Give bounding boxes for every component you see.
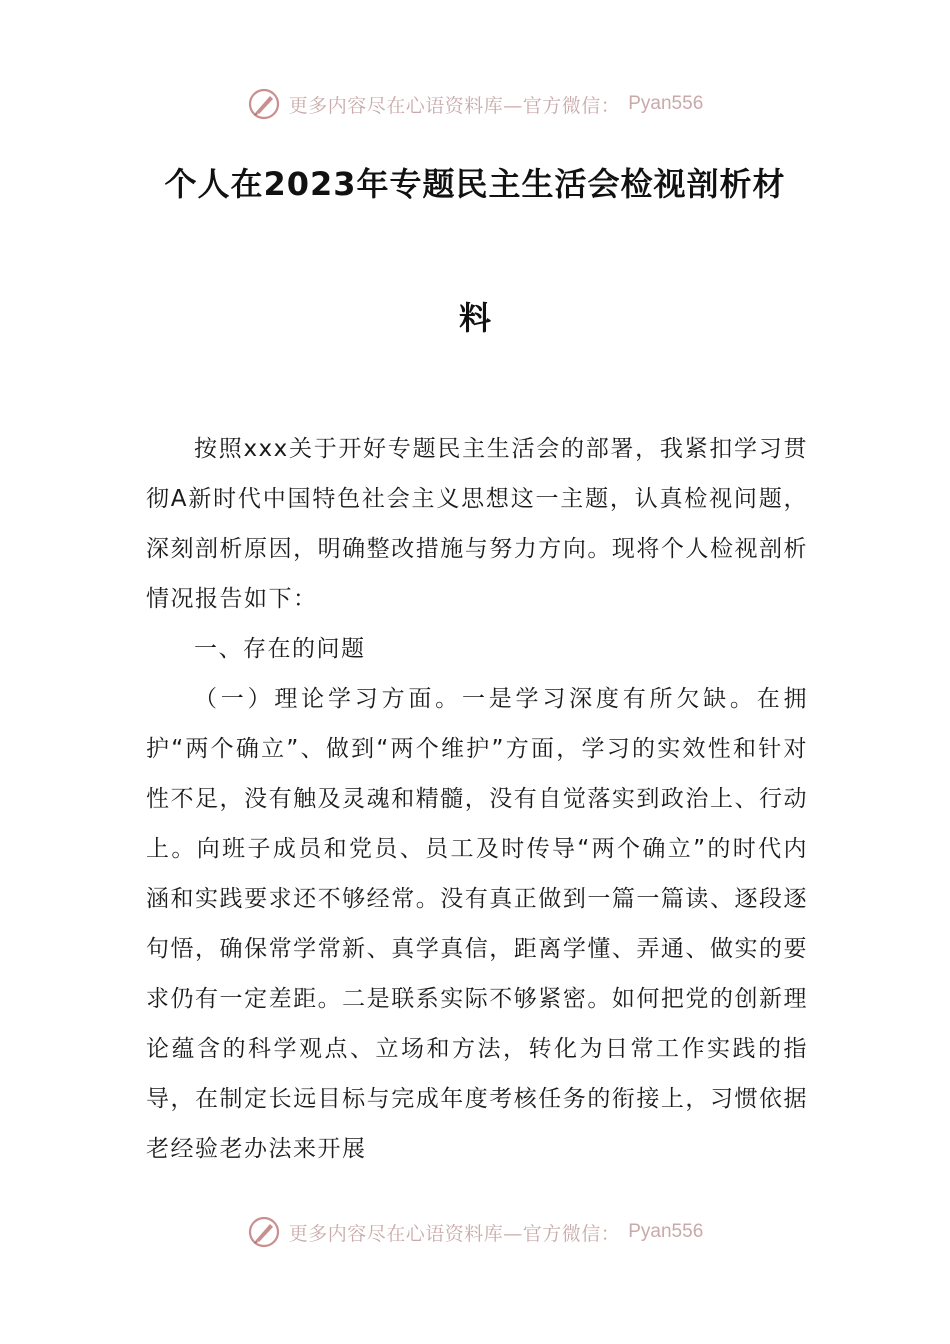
watermark-footer bbox=[0, 1212, 950, 1252]
document-title-line2: 料 bbox=[458, 299, 491, 337]
watermark-text: 更多内容尽在心语资料库—官方微信： bbox=[288, 94, 621, 117]
document-body bbox=[146, 424, 808, 1174]
paragraph-intro: 按照xxx关于开好专题民主生活会的部署，我紧扣学习贯彻A新时代中国特色社会主义思想这一主题，认真检视问题，深刻剖析原因，明确整改措施与努力方向。现将个人检视剖析情况报告如下： bbox=[146, 436, 808, 612]
watermark-header bbox=[0, 84, 950, 124]
watermark-contact: Pyan556 bbox=[628, 1221, 704, 1242]
watermark-text: 更多内容尽在心语资料库—官方微信： bbox=[288, 1222, 621, 1245]
quill-seal-icon bbox=[247, 87, 281, 121]
section-heading: 一、存在的问题 bbox=[194, 636, 366, 662]
document-title-line1: 个人在2023年专题民主生活会检视剖析材 bbox=[164, 165, 786, 203]
watermark-contact: Pyan556 bbox=[628, 93, 704, 114]
quill-seal-icon bbox=[247, 1215, 281, 1249]
paragraph-theory-study: （一）理论学习方面。一是学习深度有所欠缺。在拥护“两个确立”、做到“两个维护”方面，学习的实效性和针对性不足，没有触及灵魂和精髓，没有自觉落实到政治上、行动上。向班子成员和党员、员工及时传导“两个确立”的时代内涵和实践要求还不够经常。没有真正做到一篇一篇读、逐段逐句悟，确保常学常新、真学真信，距离学懂、弄通、做实的要求仍有一定差距。二是联系实际不够紧密。如何把党的创新理论蕴含的科学观点、立场和方法，转化为日常工作实践的指导，在制定长远目标与完成年度考核任务的衔接上，习惯依据老经验老办法来开展 bbox=[146, 686, 808, 1162]
